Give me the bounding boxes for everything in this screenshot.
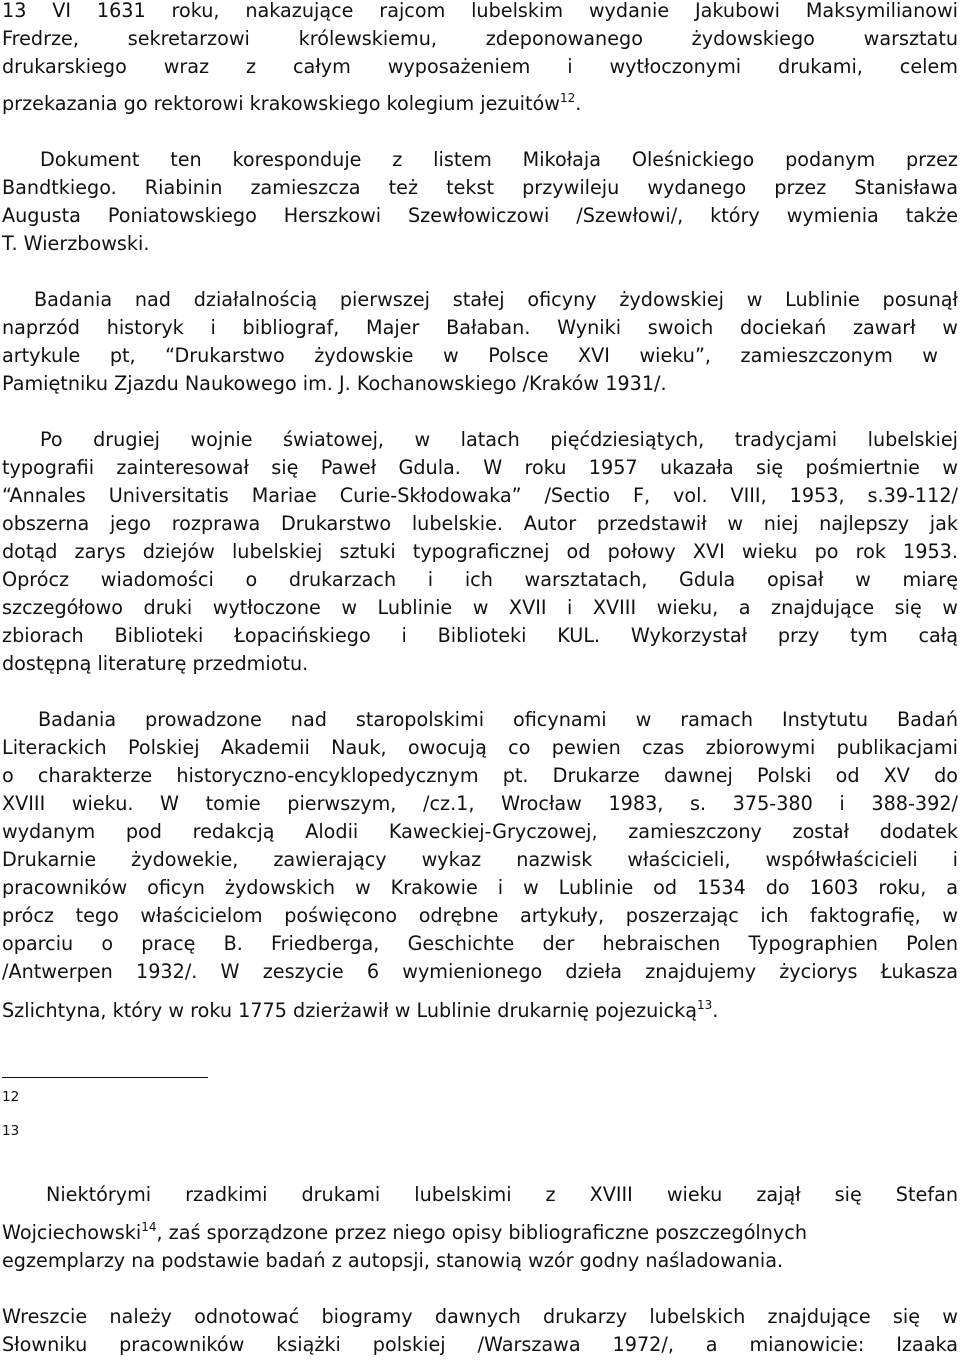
footnote-number: 12	[2, 1089, 20, 1105]
text-line: Pamiętniku Zjazdu Naukowego im. J. Kochanowskiego /Kraków 1931/.	[2, 372, 667, 395]
text-line: 13 VI 1631 roku, nakazujące rajcom lubelskim wydanie Jakubowi Maksymilianowi	[2, 0, 958, 22]
text-line: Badania prowadzone nad staropolskimi oficynami w ramach Instytutu Badań	[38, 708, 958, 731]
text-line: “Annales Universitatis Mariae Curie-Skłodowaka” /Sectio F, vol. VIII, 1953, s.39-112/	[2, 484, 958, 507]
footnote-ref-13[interactable]: 13	[697, 998, 713, 1012]
text-span: .	[575, 92, 582, 115]
text-line: Wreszcie należy odnotować biogramy dawnych drukarzy lubelskich znajdujące się w	[2, 1305, 958, 1328]
text-span: .	[712, 999, 719, 1022]
text-line: pracowników oficyn żydowskich w Krakowie i w Lublinie od 1534 do 1603 roku, a	[2, 876, 958, 899]
footnote-number: 13	[2, 1123, 20, 1139]
text-line: oparciu o pracę B. Friedberga, Geschichte der hebraischen Typographien Polen	[2, 932, 958, 955]
text-line: Oprócz wiadomości o drukarzach i ich warsztatach, Gdula opisał w miarę	[2, 568, 958, 591]
text-line	[2, 1218, 958, 1248]
text-span: Szlichtyna, który w roku 1775 dzierżawił w Lublinie drukarnię pojezuicką	[2, 999, 698, 1022]
text-line: artykule pt, “Drukarstwo żydowskie w Polsce XVI wieku”, zamieszczonym w	[2, 344, 938, 367]
text-line: Niektórymi rzadkimi drukami lubelskimi z XVIII wieku zajął się Stefan	[46, 1183, 958, 1206]
text-line: naprzód historyk i bibliograf, Majer Bałaban. Wyniki swoich dociekań zawarł w	[2, 316, 958, 339]
text-line: /Antwerpen 1932/. W zeszycie 6 wymienionego dzieła znajdujemy życiorys Łukasza	[2, 960, 958, 983]
footnote-separator	[2, 1077, 208, 1078]
text-line: Literackich Polskiej Akademii Nauk, owocują co pewien czas zbiorowymi publikacjami	[2, 736, 958, 759]
text-span: , zaś sporządzone przez niego opisy bibliograficzne poszczególnych	[156, 1221, 807, 1244]
footnote-ref-14[interactable]: 14	[141, 1220, 157, 1234]
text-line: prócz tego właścicielom poświęcono odrębne artykuły, poszerzając ich faktografię, w	[2, 904, 958, 927]
footnote-ref-12[interactable]: 12	[559, 91, 576, 105]
text-line: szczegółowo druki wytłoczone w Lublinie w XVII i XVIII wieku, a znajdujące się w	[2, 596, 958, 619]
text-line: zbiorach Biblioteki Łopacińskiego i Biblioteki KUL. Wykorzystał przy tym całą	[2, 624, 958, 647]
text-line: dotąd zarys dziejów lubelskiej sztuki typograficznej od połowy XVI wieku po rok 1953.	[2, 540, 958, 563]
text-span: przekazania go rektorowi krakowskiego kolegium jezuitów	[2, 92, 560, 115]
text-line: wydanym pod redakcją Alodii Kaweckiej-Gryczowej, zamieszczony został dodatek	[2, 820, 958, 843]
text-line	[2, 996, 958, 1026]
text-span: Wojciechowski	[2, 1221, 142, 1244]
text-line: T. Wierzbowski.	[2, 232, 150, 255]
text-line: Dokument ten koresponduje z listem Mikołaja Oleśnickiego podanym przez	[40, 148, 958, 171]
text-line	[2, 89, 958, 119]
text-line: dostępną literaturę przedmiotu.	[2, 652, 309, 675]
text-line: Drukarnie żydowekie, zawierający wykaz nazwisk właścicieli, współwłaścicieli i	[2, 848, 958, 871]
text-line: Słowniku pracowników książki polskiej /Warszawa 1972/, a mianowicie: Izaaka	[2, 1333, 958, 1356]
text-line: drukarskiego wraz z całym wyposażeniem i wytłoczonymi drukami, celem	[2, 55, 958, 78]
text-line: Badania nad działalnością pierwszej stałej oficyny żydowskiej w Lublinie posunął	[34, 288, 958, 311]
text-line: Po drugiej wojnie światowej, w latach pięćdziesiątych, tradycjami lubelskiej	[40, 428, 958, 451]
text-line: Augusta Poniatowskiego Herszkowi Szewłowiczowi /Szewłowi/, który wymienia także	[2, 204, 958, 227]
text-line: typografii zainteresował się Paweł Gdula. W roku 1957 ukazała się pośmiertnie w	[2, 456, 958, 479]
text-line: egzemplarzy na podstawie badań z autopsji, stanowią wzór godny naśladowania.	[2, 1249, 784, 1272]
text-line: obszerna jego rozprawa Drukarstwo lubelskie. Autor przedstawił w niej najlepszy jak	[2, 512, 958, 535]
text-line: Fredrze, sekretarzowi królewskiemu, zdeponowanego żydowskiego warsztatu	[2, 27, 958, 50]
text-line: XVIII wieku. W tomie pierwszym, /cz.1, Wrocław 1983, s. 375-380 i 388-392/	[2, 792, 958, 815]
text-line: Bandtkiego. Riabinin zamieszcza też tekst przywileju wydanego przez Stanisława	[2, 176, 958, 199]
text-line: o charakterze historyczno-encyklopedycznym pt. Drukarze dawnej Polski od XV do	[2, 764, 958, 787]
